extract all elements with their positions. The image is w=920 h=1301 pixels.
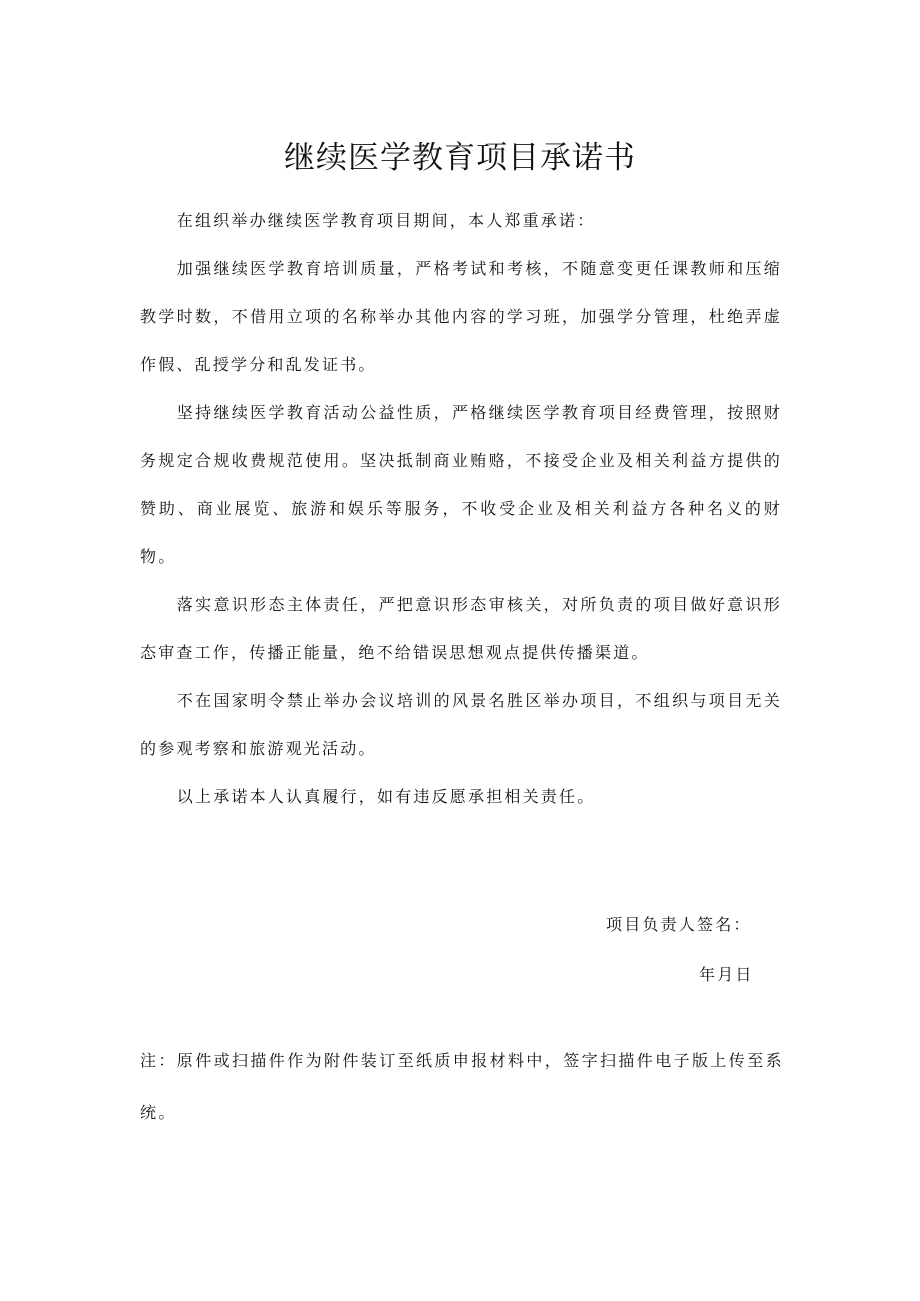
footnote: 注：原件或扫描件作为附件装订至纸质申报材料中，签字扫描件电子版上传至系统。 (140, 1051, 785, 1122)
paragraph-intro: 在组织举办继续医学教育项目期间，本人郑重承诺： (176, 211, 596, 230)
paragraph-training-quality: 加强继续医学教育培训质量，严格考试和考核，不随意变更任课教师和压缩教学时数，不借用立项的名称举办其他内容的学习班，加强学分管理，杜绝弄虚作假、乱授学分和乱发证书。 (140, 259, 782, 374)
document-title: 继续医学教育项目承诺书 (284, 140, 636, 176)
paragraph-funding: 坚持继续医学教育活动公益性质，严格继续医学教育项目经费管理，按照财务规定合规收费规范使用。坚决抵制商业贿赂，不接受企业及相关利益方提供的赞助、商业展览、旅游和娱乐等服务，不收受企业及相关利益方各种名义的财物。 (140, 403, 782, 566)
paragraph-venue: 不在国家明令禁止举办会议培训的风景名胜区举办项目，不组织与项目无关的参观考察和旅游观光活动。 (140, 691, 782, 758)
commitment-body (140, 197, 782, 821)
paragraph-ideology: 落实意识形态主体责任，严把意识形态审核关，对所负责的项目做好意识形态审查工作，传播正能量，绝不给错误思想观点提供传播渠道。 (140, 595, 782, 662)
paragraph-closing: 以上承诺本人认真履行，如有违反愿承担相关责任。 (176, 787, 596, 806)
date-label: 年月日 (699, 965, 754, 984)
signature-label: 项目负责人签名： (606, 915, 752, 934)
